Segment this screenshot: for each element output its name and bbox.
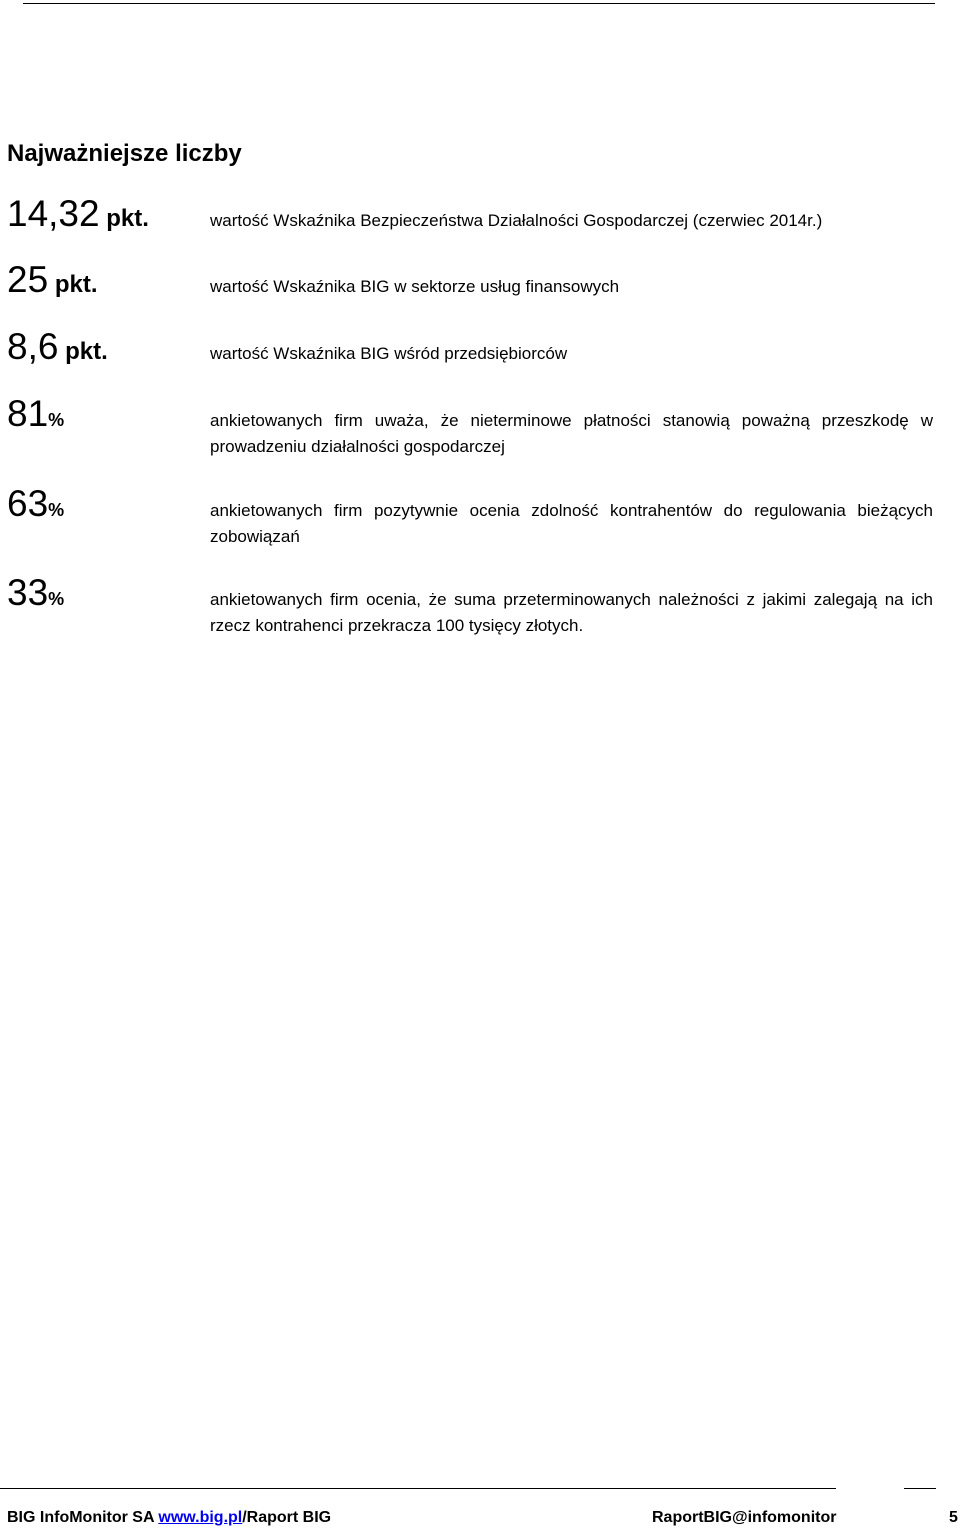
page-number: 5 bbox=[949, 1509, 958, 1526]
key-figure-description: ankietowanych firm pozytywnie ocenia zdolność kontrahentów do regulowania bieżących zobowiązań bbox=[210, 501, 933, 546]
key-figure-number: 8,6 bbox=[7, 326, 59, 367]
key-figure-number: 25 bbox=[7, 259, 49, 300]
key-figure-number: 81 bbox=[7, 393, 49, 434]
key-figure-description: ankietowanych firm uważa, że nieterminowe płatności stanowią poważną przeszkodę w prowadzeniu działalności gospodarczej bbox=[210, 411, 933, 456]
footer-website-link[interactable]: www.big.pl bbox=[158, 1509, 243, 1526]
footer-report: /Raport BIG bbox=[242, 1509, 332, 1526]
key-figure-unit: % bbox=[48, 410, 65, 430]
key-figure-unit: pkt. bbox=[99, 205, 149, 232]
key-figure-number: 33 bbox=[7, 572, 49, 613]
key-figure-value bbox=[7, 326, 108, 368]
key-figure-number: 14,32 bbox=[7, 193, 100, 234]
key-figure-value bbox=[7, 259, 98, 301]
key-figure-description: wartość Wskaźnika Bezpieczeństwa Działalności Gospodarczej (czerwiec 2014r.) bbox=[210, 211, 823, 230]
key-figure-unit: pkt. bbox=[58, 338, 108, 365]
key-figure-unit: % bbox=[48, 589, 65, 609]
key-figure-value bbox=[7, 393, 64, 435]
key-figure-description: wartość Wskaźnika BIG w sektorze usług finansowych bbox=[210, 277, 620, 296]
footer-divider-page bbox=[904, 1488, 936, 1489]
key-figure-value bbox=[7, 572, 64, 614]
section-heading: Najważniejsze liczby bbox=[7, 140, 242, 167]
key-figure-unit: % bbox=[48, 500, 65, 520]
footer-company: BIG InfoMonitor SA bbox=[7, 1509, 159, 1526]
key-figure-description: wartość Wskaźnika BIG wśród przedsiębiorców bbox=[210, 344, 568, 363]
footer-divider bbox=[0, 1488, 836, 1489]
key-figure-unit: pkt. bbox=[48, 271, 98, 298]
key-figure-value bbox=[7, 193, 149, 235]
footer-email: RaportBIG@infomonitor bbox=[652, 1509, 837, 1526]
key-figure-value bbox=[7, 483, 64, 525]
key-figure-description: ankietowanych firm ocenia, że suma przeterminowanych należności z jakimi zalegają na ich rzecz kontrahenci przekracza 100 tysięcy złotych. bbox=[210, 590, 933, 635]
key-figure-number: 63 bbox=[7, 483, 49, 524]
top-divider bbox=[23, 3, 935, 4]
footer-info bbox=[7, 1508, 331, 1528]
